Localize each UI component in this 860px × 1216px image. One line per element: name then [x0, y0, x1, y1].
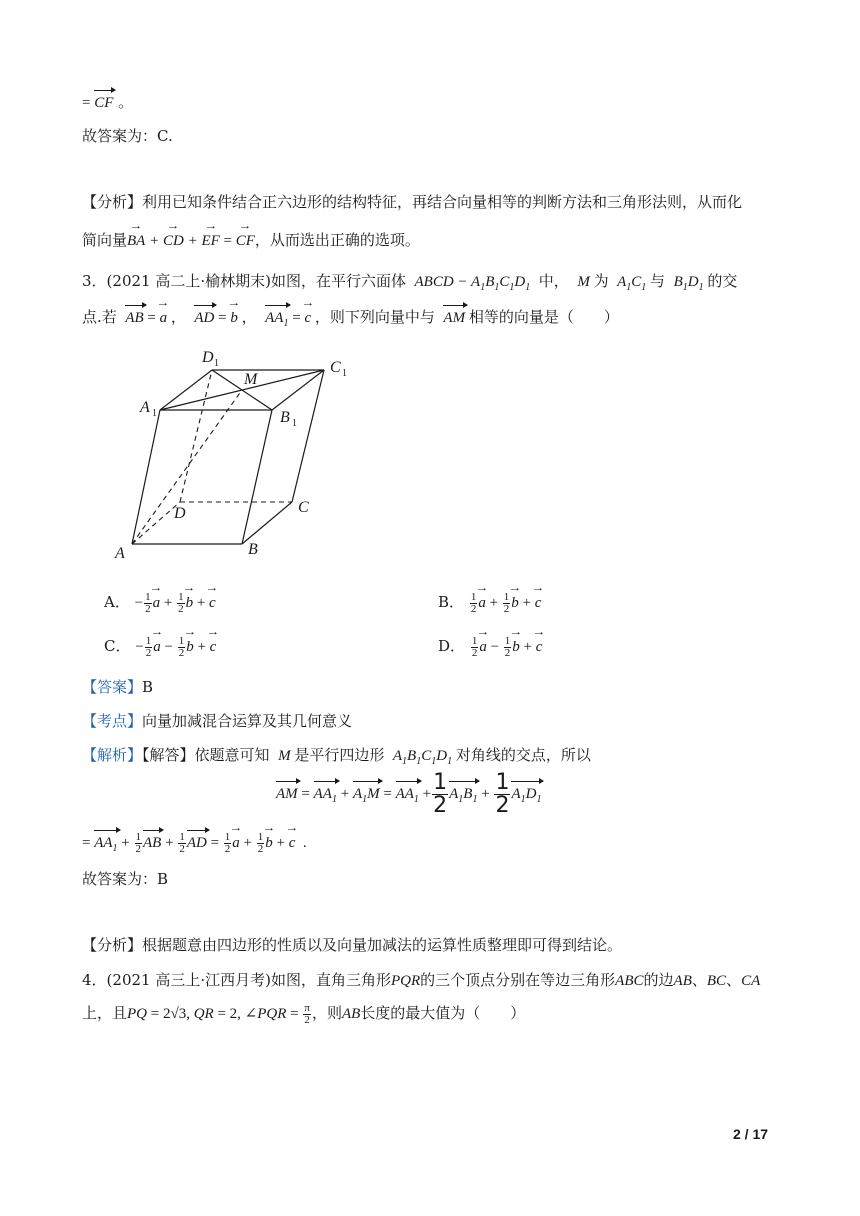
label-a1: A — [140, 399, 150, 416]
jx-tag: 【解析】 — [82, 746, 143, 764]
solution-equation-1: AM = $AA_1 + A_1M = AA_1$ + $\frac{1}{2}$ $A_1B_1$ + $\frac{1}{2}$ $A_1D_1$ — [276, 770, 542, 818]
option-c[interactable]: C． − $\frac{1}{2}$ → a − $\frac{1}{2}$ → b + → c — [104, 632, 216, 659]
label-b: B — [248, 541, 258, 558]
svg-text:1: 1 — [342, 368, 347, 379]
svg-text:1: 1 — [152, 408, 157, 419]
q4-line2: 上，且PQ = 2√3, QR = 2, ∠PQR = $\frac{\pi}{2}$ ，则AB长度的最大值为（ ） — [82, 1002, 526, 1027]
label-m: M — [244, 371, 258, 388]
analysis-tag: 【分析】 — [82, 193, 143, 211]
knowledge-point-line: 【考点】向量加减混合运算及其几何意义 — [82, 712, 353, 730]
option-d[interactable]: D． $\frac{1}{2}$ → a − $\frac{1}{2}$ → b + → c — [438, 632, 542, 659]
label-c1: C — [330, 359, 341, 376]
label-c: C — [298, 499, 309, 516]
label-d: D — [174, 505, 186, 522]
svg-text:1: 1 — [214, 358, 219, 369]
conclusion-line: 故答案为：B — [82, 870, 169, 888]
option-b[interactable]: B． $\frac{1}{2}$ → a + $\frac{1}{2}$ → b + → c — [438, 588, 541, 615]
option-a[interactable]: A． − $\frac{1}{2}$ → a + $\frac{1}{2}$ → b + → c — [104, 588, 216, 615]
fx-tag: 【分析】 — [82, 936, 143, 954]
page-number: 2 / 17 — [733, 1126, 769, 1142]
solution-line: 【解析】【解答】依题意可知 M 是平行四边形 $A_1B_1C_1D_1$ 对角线的交点，所以 — [82, 746, 591, 767]
solution-equation-2: = $AA_1$ + $\frac{1}{2}$ AB + $\frac{1}{2}$ AD = $\frac{1}{2}$ → a + $\frac{1}{2}$ → b + → c . — [82, 828, 307, 855]
parallelepiped-figure — [112, 342, 362, 562]
label-b1: B — [280, 409, 290, 426]
answer-tag: 【答案】 — [82, 678, 143, 696]
q3-analysis-line: 【分析】根据题意由四边形的性质以及向量加减法的运算性质整理即可得到结论。 — [82, 936, 623, 954]
label-d1: D — [202, 349, 214, 366]
kp-tag: 【考点】 — [82, 712, 143, 730]
prev-analysis-line1: 【分析】利用已知条件结合正六边形的结构特征，再结合向量相等的判断方法和三角形法则，从而化 — [82, 193, 743, 211]
q3-line1: 3．(2021 高二上·榆林期末)如图，在平行六面体 ABCD − $A_1B_1C_1D_1$ 中， M 为 $A_1C_1$ 与 $B_1D_1$ 的交 — [82, 272, 738, 293]
q4-line1: 4．(2021 高三上·江西月考)如图，直角三角形PQR的三个顶点分别在等边三角形ABC的边AB、BC、CA — [82, 971, 761, 989]
prev-analysis-line2: 简向量→ BA + → CD + → EF = → CF，从而选出正确的选项。 — [82, 226, 420, 250]
q3-line2: 点.若 AB = → a ， AD = → b ， $AA_1$ = → c ，则下列向量中与 AM 相等的向量是（ ） — [82, 303, 619, 329]
prev-eq-line: = CF 。 — [82, 88, 133, 112]
prev-answer-line: 故答案为：C. — [82, 127, 173, 145]
label-a: A — [115, 545, 125, 562]
svg-text:1: 1 — [292, 418, 297, 429]
vector-cf: CF — [94, 88, 113, 112]
answer-line: 【答案】B — [82, 678, 154, 696]
